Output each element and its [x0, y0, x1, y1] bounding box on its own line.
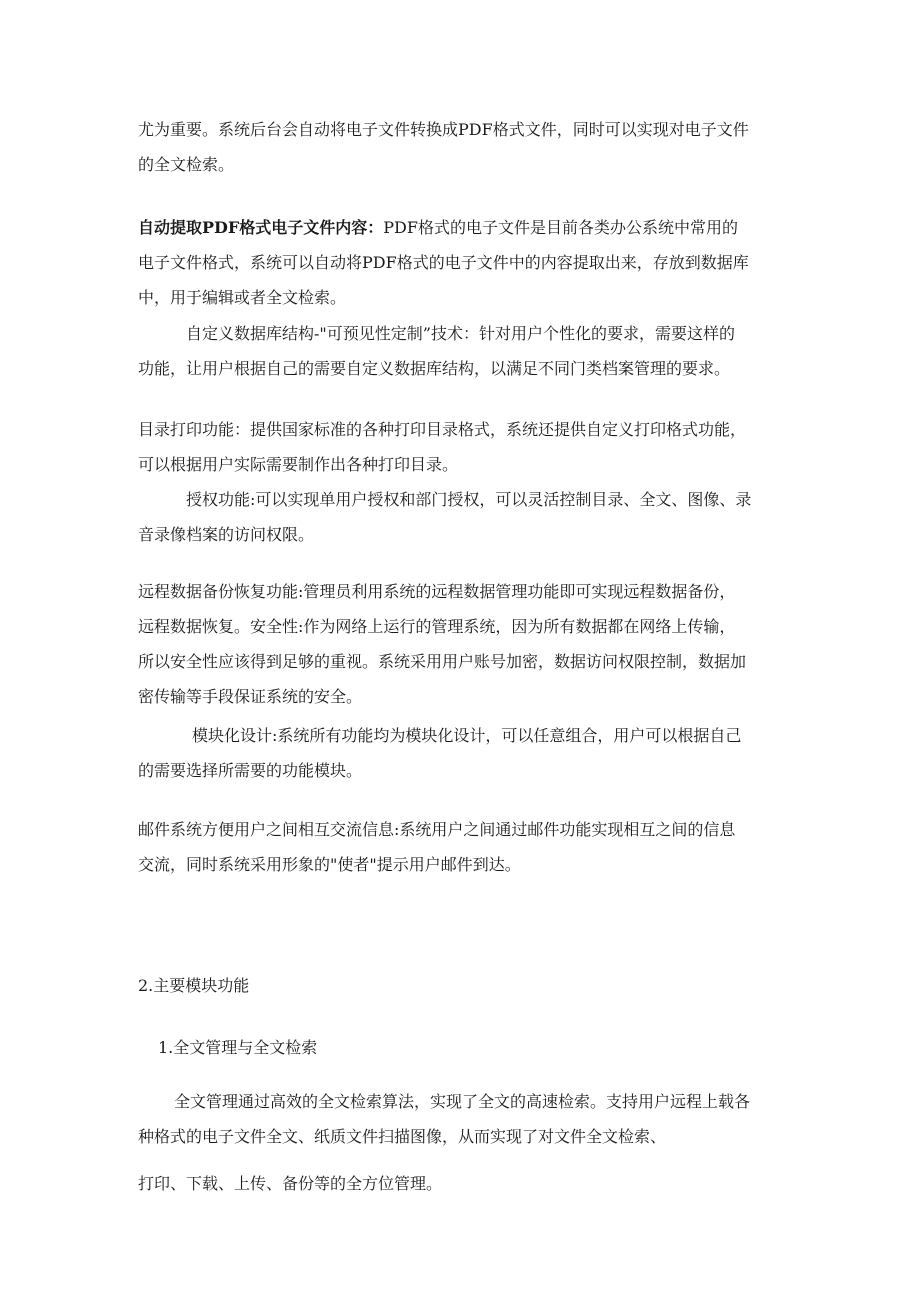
- paragraph-modular-design: [138, 718, 788, 788]
- text-line: 邮件系统方便用户之间相互交流信息:系统用户之间通过邮件功能实现相互之间的信息: [138, 820, 736, 839]
- bold-lead-in: 自动提取PDF格式电子文件内容：: [138, 218, 384, 237]
- text-line: 音录像档案的访问权限。: [138, 525, 315, 544]
- text-line: 模块化设计:系统所有功能均为模块化设计，可以任意组合，用户可以根据自己: [192, 726, 742, 745]
- text-line: 全文管理通过高效的全文检索算法，实现了全文的高速检索。支持用户远程上载各: [174, 1092, 751, 1111]
- text-line: 的需要选择所需要的功能模块。: [138, 761, 363, 780]
- text-line: 中，用于编辑或者全文检索。: [138, 288, 347, 307]
- text-line: 尤为重要。系统后台会自动将电子文件转换成PDF格式文件，同时可以实现对电子文件: [138, 120, 749, 139]
- paragraph-mail-system: [138, 812, 788, 882]
- text-line: 远程数据恢复。安全性:作为网络上运行的管理系统，因为所有数据都在网络上传输，: [138, 617, 736, 636]
- paragraph-pdf-conversion: [138, 112, 788, 182]
- text-line: 种格式的电子文件全文、纸质文件扫描图像，从而实现了对文件全文检索、: [138, 1127, 667, 1146]
- paragraph-custom-database: [138, 316, 788, 386]
- section-heading: 2.主要模块功能: [138, 976, 250, 995]
- text-line: [138, 210, 788, 245]
- subsection-heading: 1.全文管理与全文检索: [158, 1038, 318, 1057]
- text-line: 远程数据备份恢复功能:管理员利用系统的远程数据管理功能即可实现远程数据备份，: [138, 582, 736, 601]
- paragraph-pdf-extraction: [138, 210, 788, 315]
- text-line: 打印、下载、上传、备份等的全方位管理。: [138, 1174, 443, 1193]
- text-line: 密传输等手段保证系统的安全。: [138, 687, 363, 706]
- paragraph-authorization: [138, 482, 788, 552]
- text-line: 目录打印功能：提供国家标准的各种打印目录格式，系统还提供自定义打印格式功能，: [138, 420, 747, 439]
- text-line: 功能，让用户根据自己的需要自定义数据库结构，以满足不同门类档案管理的要求。: [138, 359, 731, 378]
- text-line: 可以根据用户实际需要制作出各种打印目录。: [138, 455, 459, 474]
- text-line: 所以安全性应该得到足够的重视。系统采用用户账号加密，数据访问权限控制，数据加: [138, 652, 747, 671]
- text-line: 授权功能:可以实现单用户授权和部门授权，可以灵活控制目录、全文、图像、录: [186, 490, 752, 509]
- paragraph-catalog-printing: [138, 412, 788, 482]
- paragraph-fulltext-management: [138, 1084, 788, 1154]
- text-line: 自定义数据库结构-"可预见性定制”技术：针对用户个性化的要求，需要这样的: [186, 324, 735, 343]
- text-line: 电子文件格式，系统可以自动将PDF格式的电子文件中的内容提取出来，存放到数据库: [138, 253, 749, 272]
- text-line: 交流，同时系统采用形象的"使者"提示用户邮件到达。: [138, 855, 521, 874]
- paragraph-remote-backup: [138, 574, 788, 714]
- text-line-rest: PDF格式的电子文件是目前各类办公系统中常用的: [383, 218, 738, 237]
- text-line: 的全文检索。: [138, 155, 235, 174]
- paragraph-fulltext-operations: [138, 1166, 788, 1201]
